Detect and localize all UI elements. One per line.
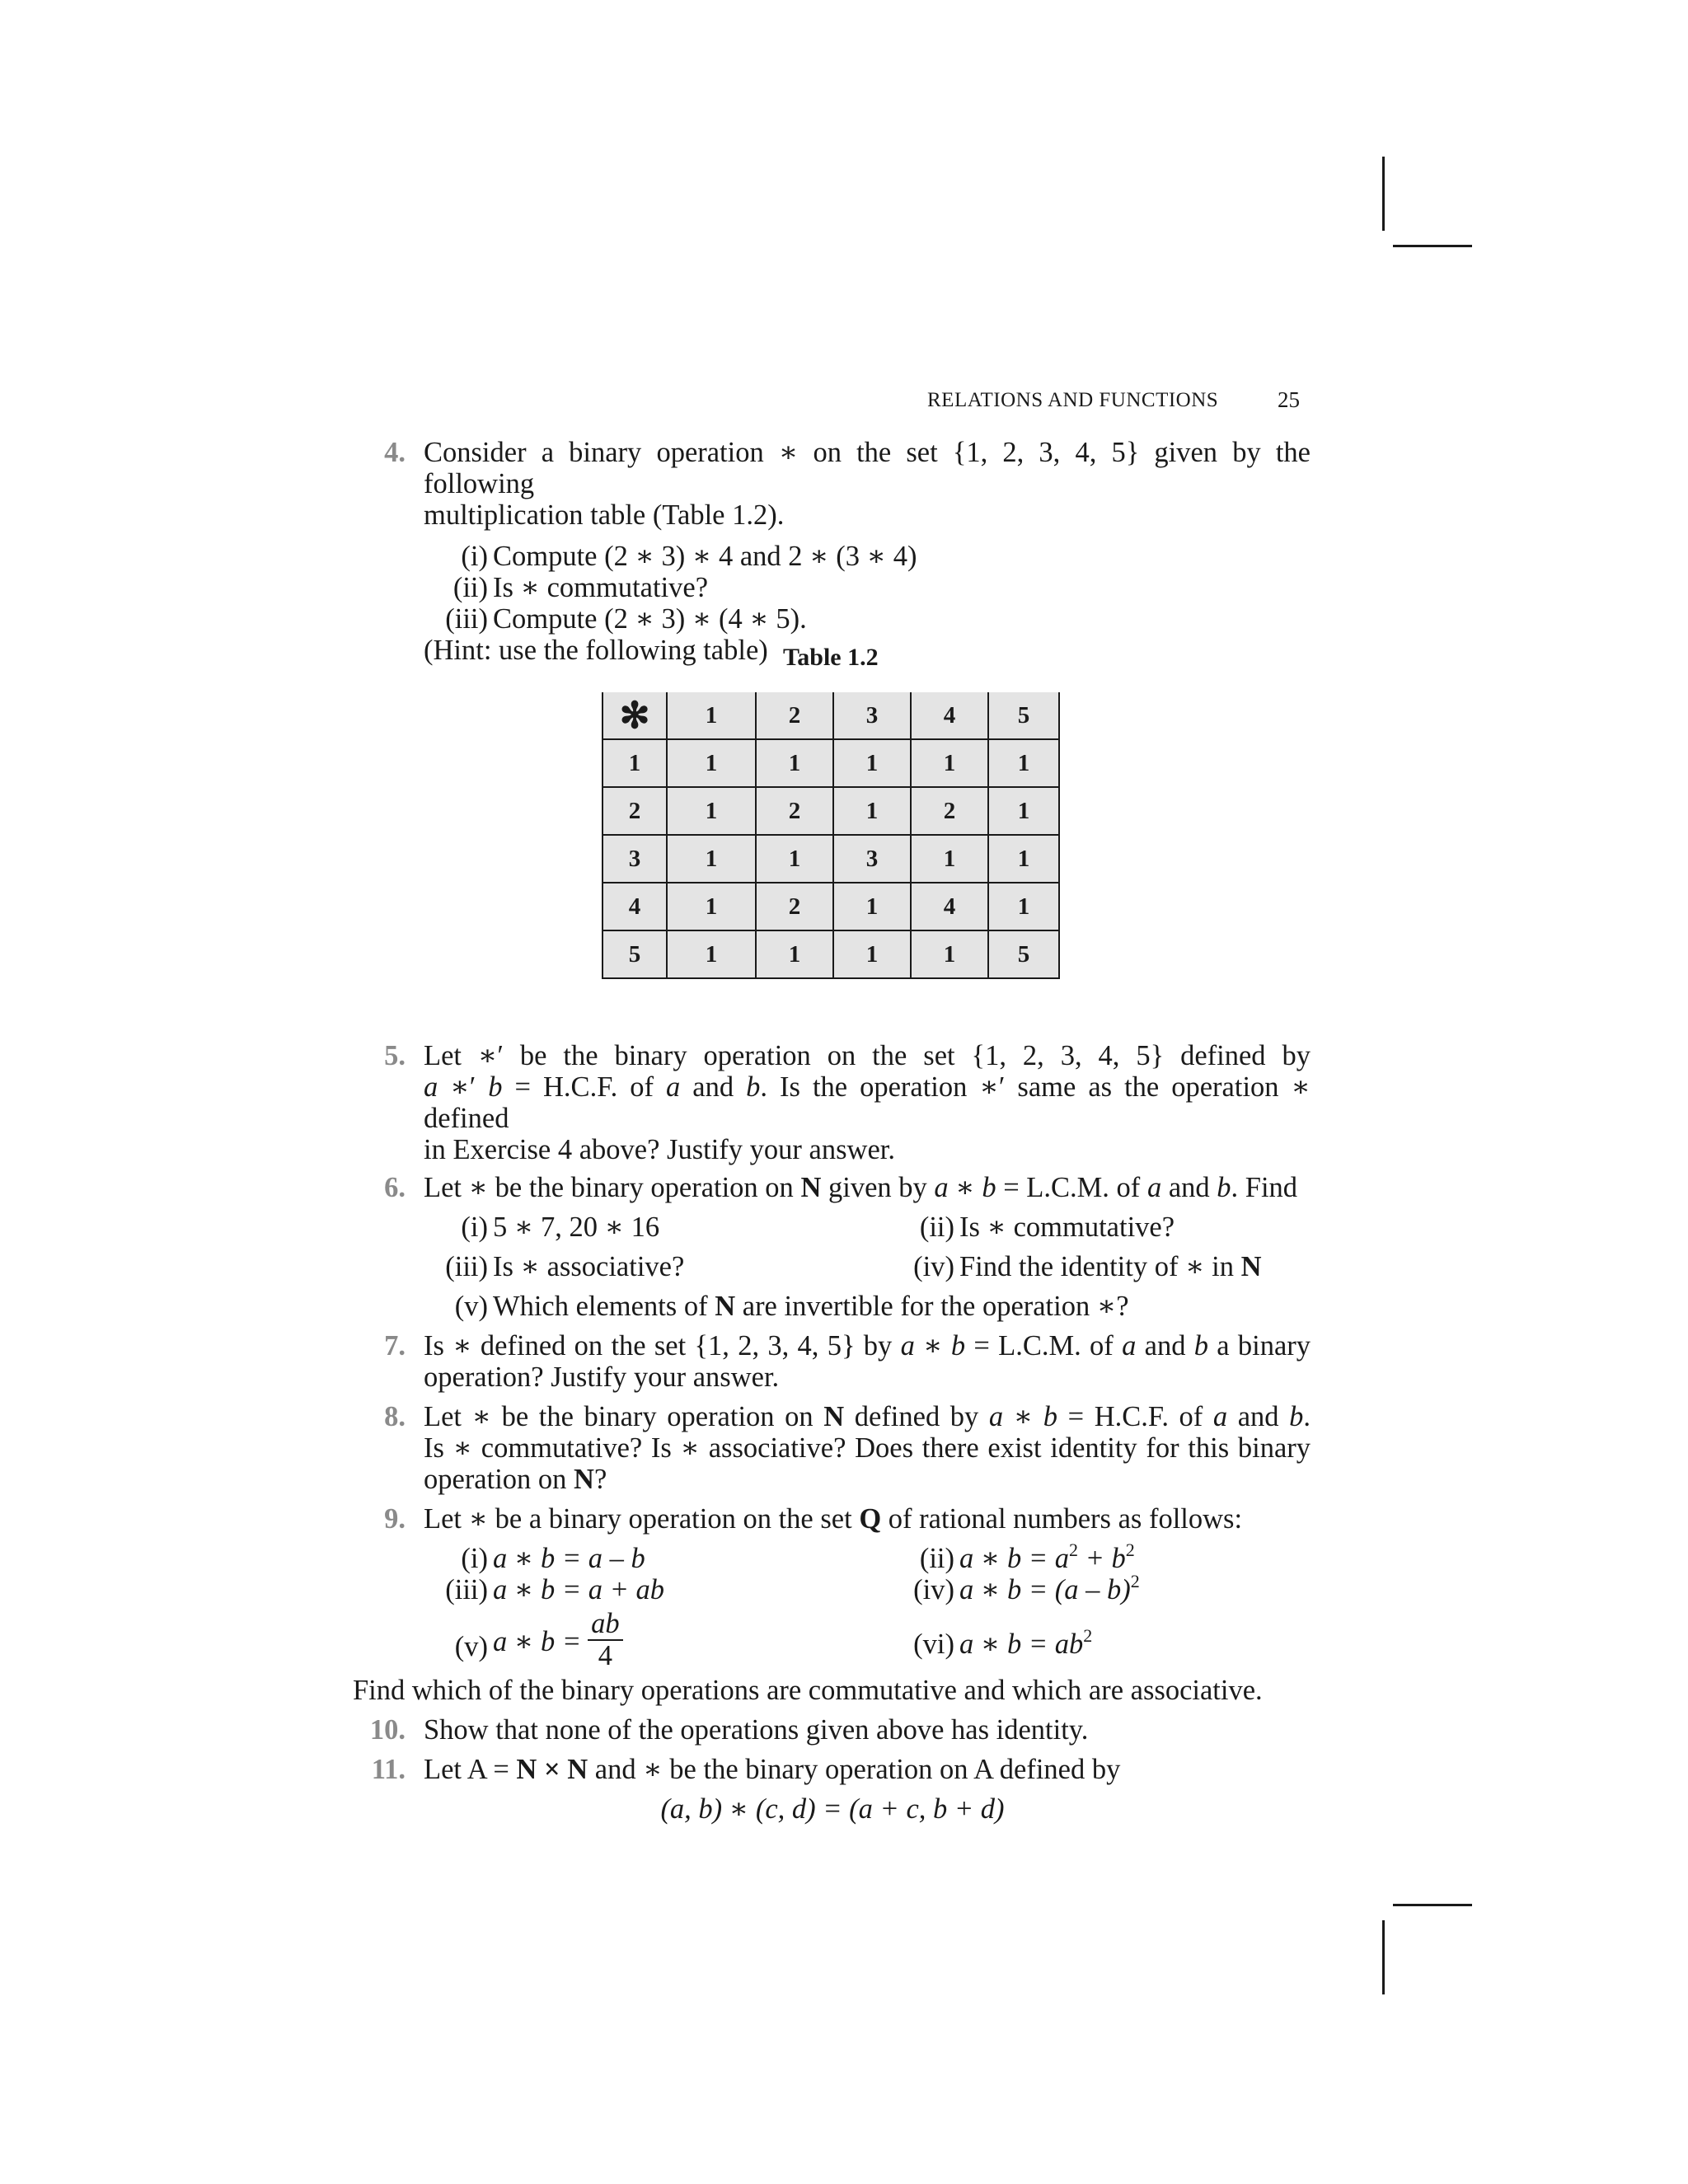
text-fragment: . Find (1231, 1172, 1298, 1203)
exercise-text (424, 1754, 1311, 1785)
set-N: N (574, 1464, 594, 1495)
sub-item (424, 1291, 1311, 1322)
table-column-header: 5 (988, 692, 1059, 739)
sub-item-label: (i) (461, 1212, 488, 1243)
exercise-8 (354, 1401, 1311, 1495)
crop-mark-bottom-horizontal (1393, 1904, 1472, 1906)
exercise-text (424, 1503, 1311, 1535)
sub-item-label: (ii) (919, 1543, 954, 1574)
exercise-number: 10. (369, 1714, 406, 1746)
var-b: b (488, 1071, 503, 1103)
text-fragment: defined by (844, 1401, 989, 1432)
sub-item-label: (ii) (452, 572, 488, 603)
sub-item (424, 572, 1311, 603)
sub-item-label: (iii) (445, 1251, 488, 1282)
expression: a ∗ b = ab (959, 1629, 1084, 1660)
formula-text: (a, b) ∗ (c, d) = (a + c, b + d) (660, 1793, 1005, 1825)
exercise-number: 4. (384, 437, 406, 468)
table-cell: 1 (667, 835, 756, 883)
text-fragment: given by (821, 1172, 935, 1203)
sub-item-label: (iii) (445, 1574, 488, 1605)
sub-item-label: (v) (454, 1631, 488, 1662)
text-fragment: of rational numbers as follows: (881, 1503, 1243, 1535)
exercise-number: 5. (384, 1040, 406, 1071)
table-column-header: 4 (911, 692, 988, 739)
table-cell: 1 (833, 787, 911, 835)
exponent: 2 (1130, 1571, 1140, 1591)
sub-item-text: 5 ∗ 7, 20 ∗ 16 (493, 1212, 660, 1243)
sub-item-text: Is ∗ commutative? (959, 1212, 1175, 1243)
expression: a ∗ b (900, 1330, 966, 1361)
table-column-header: 1 (667, 692, 756, 739)
sub-item-row (424, 1212, 1311, 1243)
fraction-denominator: 4 (598, 1640, 612, 1671)
set-N: N (823, 1401, 845, 1432)
expression: + b (1077, 1543, 1126, 1574)
hint-text: (Hint: use the following table) (424, 635, 768, 666)
expression: a ∗ b (988, 1401, 1058, 1432)
table-cell: 1 (756, 835, 833, 883)
text-fragment: . (1303, 1401, 1311, 1432)
text-fragment: and (1136, 1330, 1194, 1361)
table-cell: 1 (988, 835, 1059, 883)
table-row-header: 3 (603, 835, 667, 883)
text-fragment: = H.C.F. of (1057, 1401, 1213, 1432)
table-corner-cell: ✻ (603, 692, 667, 739)
exercise-6 (354, 1172, 1311, 1322)
page-number: 25 (1278, 387, 1300, 412)
table-cell: 1 (756, 739, 833, 787)
sub-item-label: (iv) (913, 1574, 954, 1605)
var-b: b (1217, 1172, 1231, 1203)
table-cell: 1 (911, 930, 988, 978)
exponent: 2 (1125, 1540, 1135, 1560)
set-Q: Q (859, 1503, 882, 1535)
text-fragment: ? (593, 1464, 607, 1495)
text-fragment: . Is the operation ∗′ same as the operation ∗ defined (424, 1071, 1311, 1134)
sub-item-label: (i) (461, 1543, 488, 1574)
exercise-text: in Exercise 4 above? Justify your answer. (424, 1134, 895, 1165)
sub-item-label: (ii) (919, 1212, 954, 1243)
sub-item-row (424, 1251, 1311, 1282)
sub-item (424, 541, 1311, 572)
var-b: b (1193, 1330, 1208, 1361)
exercise-text: Consider a binary operation ∗ on the set {1, 2, 3, 4, 5} given by the following (424, 437, 1311, 499)
table-cell: 1 (667, 883, 756, 930)
sub-item (905, 1212, 1175, 1243)
expression: a ∗ b (934, 1172, 996, 1203)
sub-item (905, 1571, 1140, 1605)
table-cell: 1 (667, 787, 756, 835)
table-cell: 1 (667, 930, 756, 978)
var-a: a (1146, 1172, 1162, 1203)
table-cell: 2 (911, 787, 988, 835)
sub-item-row (424, 1540, 1311, 1574)
sub-item-text: Is ∗ commutative? (493, 572, 709, 603)
var-b: b (746, 1071, 761, 1103)
table-cell: 1 (833, 883, 911, 930)
var-b: b (1289, 1401, 1304, 1432)
crop-mark-top-horizontal (1393, 245, 1472, 247)
text-fragment: operation on (424, 1464, 574, 1495)
crop-mark-top-vertical (1382, 157, 1385, 231)
exercise-text (424, 1172, 1311, 1203)
exercise-9-conclusion: Find which of the binary operations are commutative and which are associative. (353, 1675, 1263, 1706)
exercise-11 (354, 1754, 1311, 1825)
exponent: 2 (1083, 1625, 1093, 1646)
sub-item-row (424, 1610, 1311, 1678)
expression: a ∗ b = a (959, 1543, 1069, 1574)
exercise-5 (354, 1040, 1311, 1165)
text-fragment: Is ∗ defined on the set {1, 2, 3, 4, 5} by (424, 1330, 901, 1361)
exercise-text: multiplication table (Table 1.2). (424, 499, 785, 531)
exponent: 2 (1068, 1540, 1078, 1560)
text-fragment: and (680, 1071, 747, 1103)
set-N: N (800, 1172, 822, 1203)
sub-item (905, 1540, 1135, 1574)
text-fragment: a binary (1207, 1330, 1311, 1361)
exercise-9 (354, 1503, 1311, 1678)
table-cell: 1 (833, 739, 911, 787)
sub-item-label: (vi) (913, 1629, 954, 1660)
table-cell: 1 (988, 739, 1059, 787)
sub-item (424, 1212, 905, 1243)
table-column-header: 3 (833, 692, 911, 739)
table-cell: 1 (667, 739, 756, 787)
text-fragment: = L.C.M. of (996, 1172, 1147, 1203)
table-column-header: 2 (756, 692, 833, 739)
sub-item-text: Compute (2 ∗ 3) ∗ 4 and 2 ∗ (3 ∗ 4) (493, 541, 917, 572)
exercise-4 (354, 437, 1311, 666)
text-fragment: and (1161, 1172, 1217, 1203)
exercise-text: Is ∗ commutative? Is ∗ associative? Does there exist identity for this binary (424, 1432, 1311, 1464)
text-fragment: Let ∗ be the binary operation on (424, 1401, 824, 1432)
sub-item-text: Is ∗ associative? (493, 1251, 685, 1282)
exercise-text (424, 1464, 1311, 1495)
table-cell: 4 (911, 883, 988, 930)
exercise-number: 8. (384, 1401, 406, 1432)
exercise-text: Let ∗′ be the binary operation on the set {1, 2, 3, 4, 5} defined by (424, 1040, 1311, 1071)
exercise-text (424, 1330, 1311, 1361)
exercise-content (354, 437, 1311, 1825)
expression: a ∗ b = (a – b) (959, 1574, 1131, 1605)
fraction (588, 1608, 623, 1671)
crop-mark-bottom-vertical (1382, 1920, 1385, 1994)
sub-item (905, 1625, 1093, 1660)
table-cell: 3 (833, 835, 911, 883)
exercise-text: Show that none of the operations given above has identity. (424, 1714, 1089, 1746)
text-fragment: Let ∗ be the binary operation on (424, 1172, 801, 1203)
table-cell: 5 (988, 930, 1059, 978)
formula (424, 1793, 1311, 1825)
sub-item (424, 1608, 905, 1675)
exercise-text (424, 1401, 1311, 1432)
text-fragment: and (1227, 1401, 1290, 1432)
var-a: a (1122, 1330, 1137, 1361)
table-row-header: 2 (603, 787, 667, 835)
sub-item-label: (iv) (913, 1251, 954, 1282)
sub-item (424, 603, 1311, 635)
expression: a ∗ b = a – b (493, 1543, 645, 1574)
exercise-number: 9. (384, 1503, 406, 1535)
sub-item-text: Which elements of (493, 1291, 715, 1322)
table-cell: 1 (911, 835, 988, 883)
text-fragment: and ∗ be the binary operation on A defined by (588, 1754, 1121, 1785)
sub-item-label: (i) (461, 541, 488, 572)
text-fragment: Let ∗ be a binary operation on the set (424, 1503, 860, 1535)
text-fragment: = H.C.F. of (502, 1071, 667, 1103)
exercise-number: 11. (371, 1754, 406, 1785)
exercise-text (424, 1071, 1311, 1134)
expression: a ∗ b = (493, 1625, 582, 1657)
running-header (915, 386, 1311, 419)
var-a: a (1212, 1401, 1228, 1432)
expression: a ∗ b = a + ab (493, 1574, 665, 1605)
sub-item (905, 1251, 1262, 1282)
table-cell: 2 (756, 883, 833, 930)
sub-item-text: Find the identity of ∗ in (959, 1251, 1241, 1282)
text-fragment: Let A = (424, 1754, 517, 1785)
exercise-10 (354, 1714, 1311, 1746)
table-cell: 1 (911, 739, 988, 787)
sub-item (424, 1251, 905, 1282)
table-cell: 1 (988, 883, 1059, 930)
sub-item (424, 1543, 905, 1574)
header-title: RELATIONS AND FUNCTIONS (927, 389, 1219, 411)
set-N: N (1240, 1251, 1262, 1282)
var-a: a (666, 1071, 681, 1103)
set-NxN: N × N (516, 1754, 588, 1785)
operator: ∗′ (438, 1071, 489, 1103)
var-a: a (424, 1071, 438, 1103)
table-caption: Table 1.2 (783, 644, 879, 671)
exercise-number: 6. (384, 1172, 406, 1203)
sub-item-text: are invertible for the operation ∗? (735, 1291, 1129, 1322)
sub-item-row (424, 1571, 1311, 1605)
table-row-header: 4 (603, 883, 667, 930)
exercise-number: 7. (384, 1330, 406, 1361)
text-fragment: = L.C.M. of (965, 1330, 1123, 1361)
sub-item-label: (iii) (445, 603, 488, 635)
table-cell: 1 (756, 930, 833, 978)
sub-item-label: (v) (454, 1291, 488, 1322)
exercise-text: operation? Justify your answer. (424, 1361, 780, 1393)
table-row-header: 1 (603, 739, 667, 787)
exercise-7 (354, 1330, 1311, 1393)
table-cell: 2 (756, 787, 833, 835)
fraction-numerator: ab (588, 1608, 623, 1641)
set-N: N (715, 1291, 736, 1322)
table-cell: 1 (988, 787, 1059, 835)
sub-item-text: Compute (2 ∗ 3) ∗ (4 ∗ 5). (493, 603, 807, 635)
sub-item (424, 1574, 905, 1605)
table-cell: 1 (833, 930, 911, 978)
table-row-header: 5 (603, 930, 667, 978)
